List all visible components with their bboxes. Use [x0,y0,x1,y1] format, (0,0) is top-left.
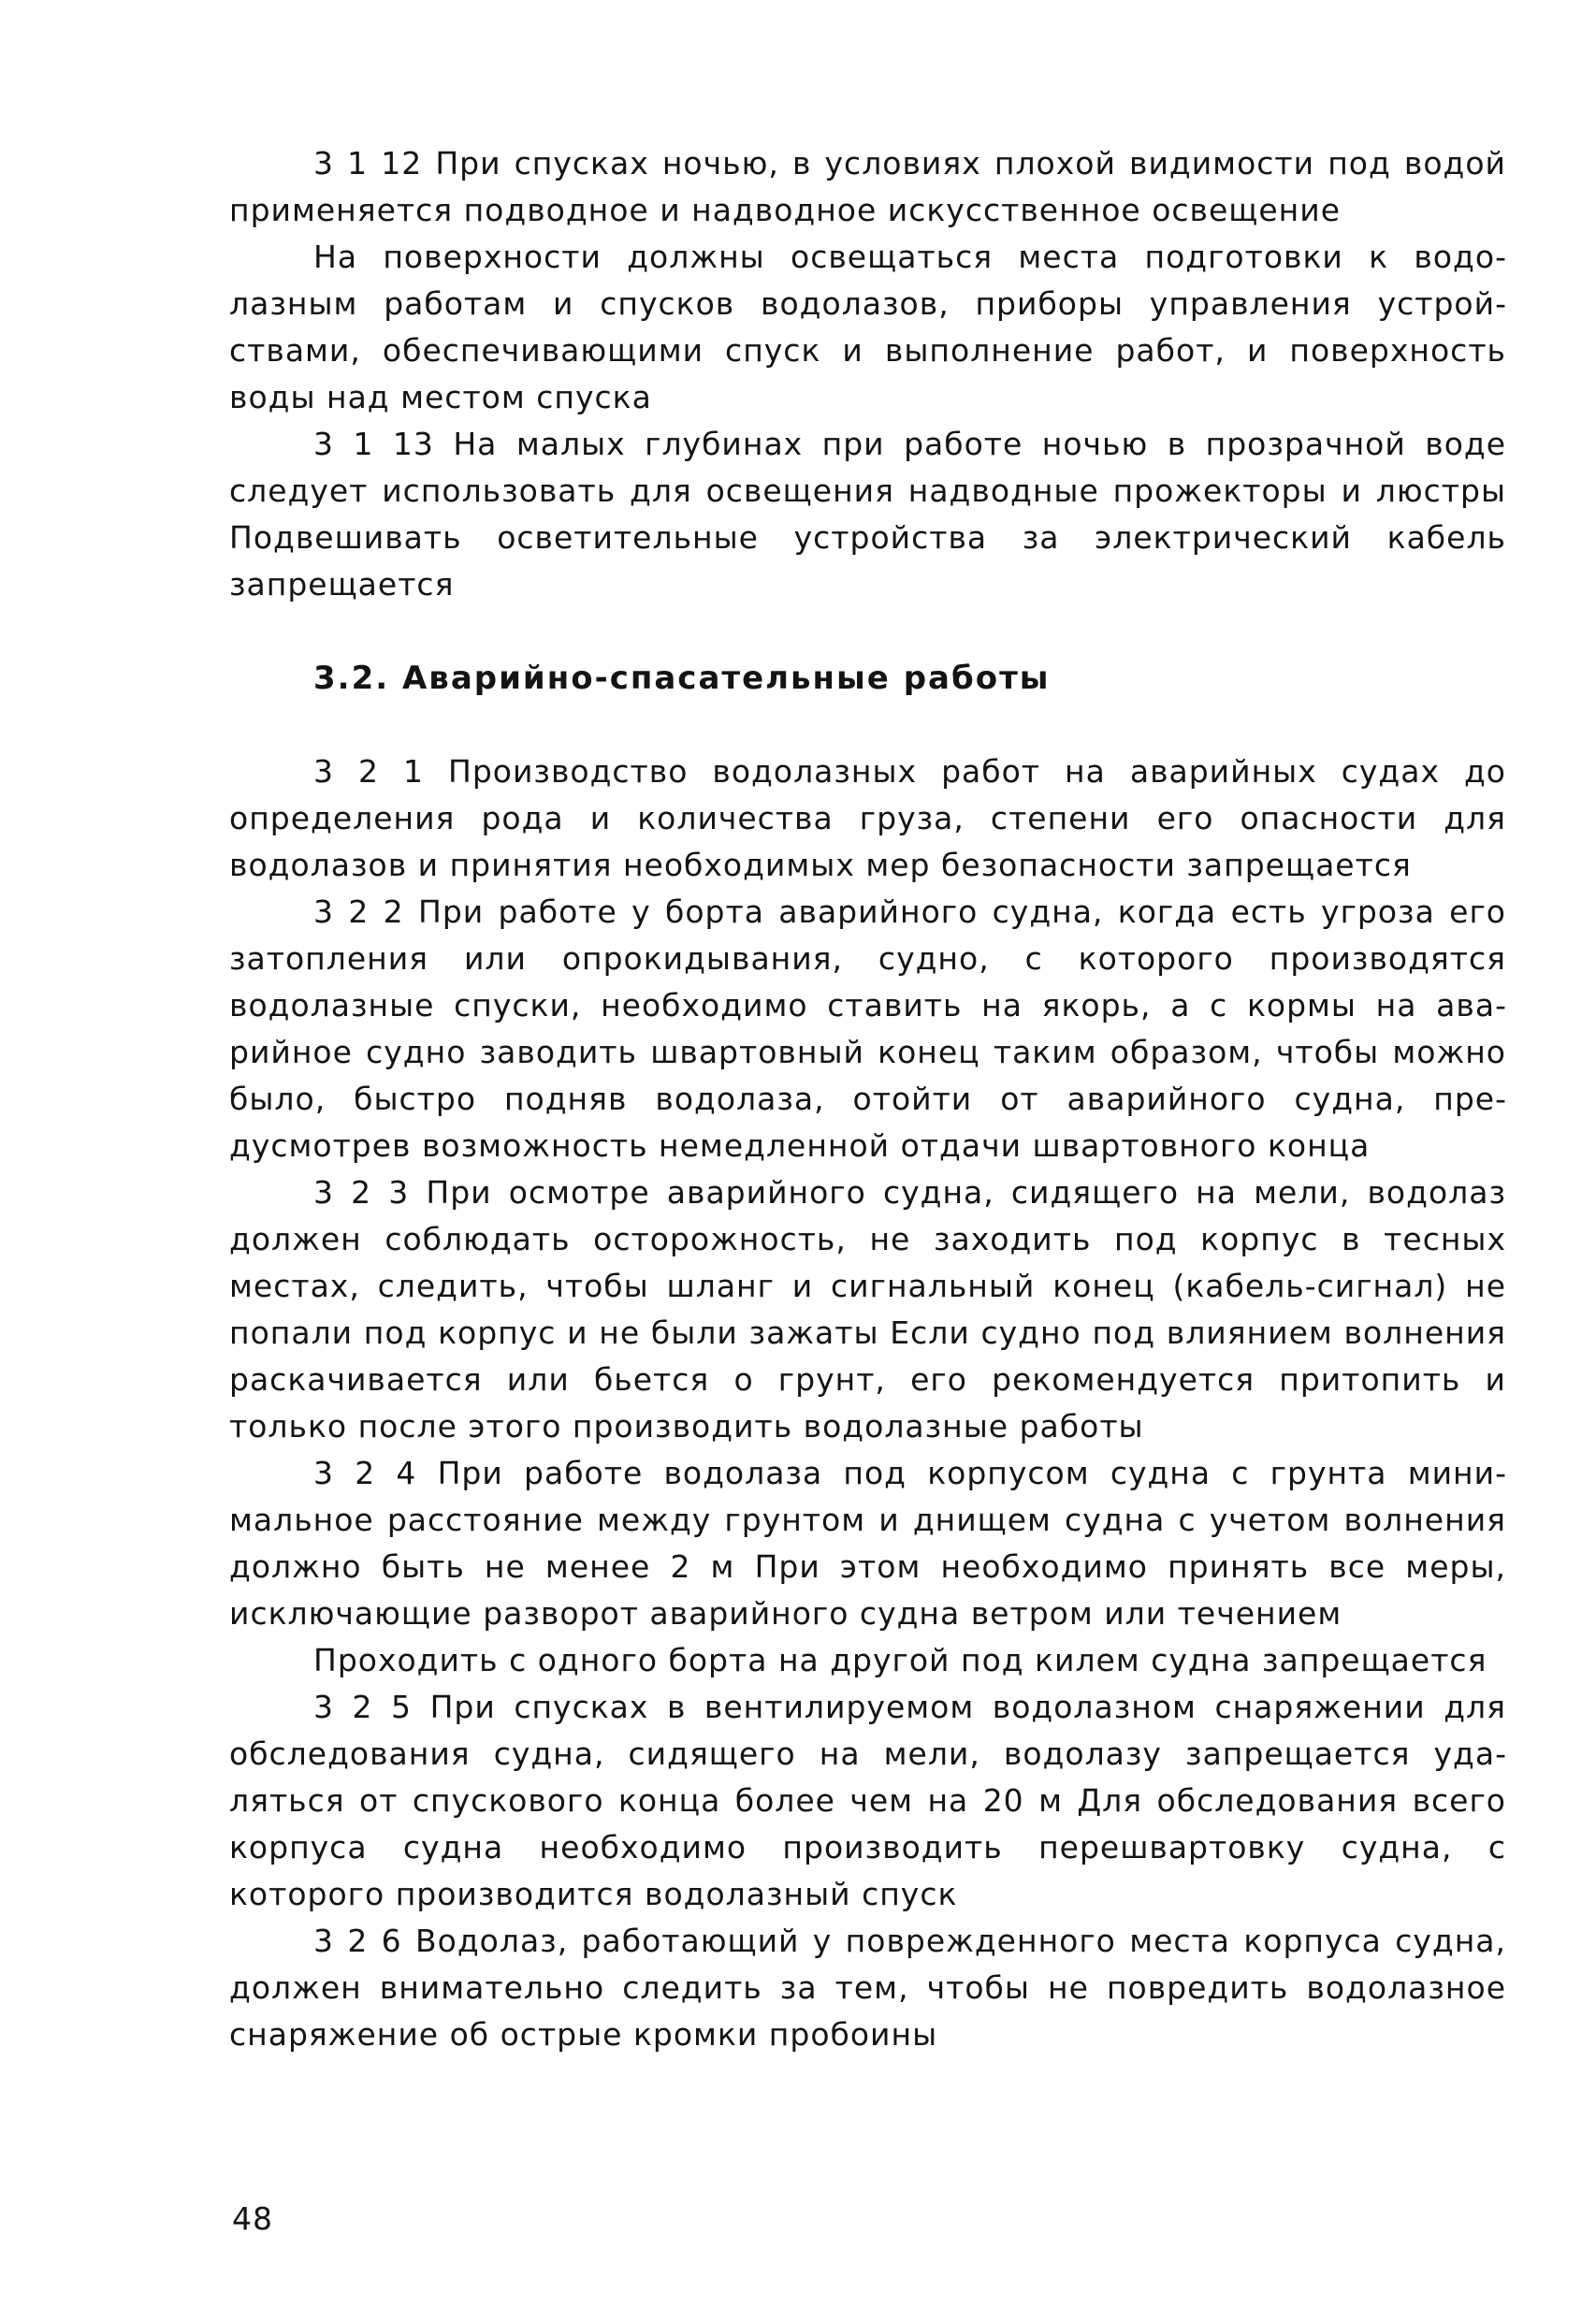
paragraph-3-2-5: 3 2 5 При спусках в вентилируемом водолазном снаряжении для обследования судна, сидящего на мели, водолазу запрещается удаляться от спускового конца более чем на 20 м Для обследования всего корпуса судна необходимо производить перешвартовку судна, с которого производится водолазный спуск [229,1689,1506,1912]
paragraph-3-2-6: 3 2 6 Водолаз, работающий у поврежденного места корпуса судна, должен внимательно следить за тем, чтобы не повредить водолазное снаряжение об острые кромки пробоины [229,1923,1506,2053]
paragraph-3-2-2: 3 2 2 При работе у борта аварийного судна, когда есть угроза его затопления или опрокидывания, судно, с которого производятся водолазные спуски, необходимо ставить на якорь, а с кормы на аварийное судно заводить швартовный конец таким образом, чтобы можно было, быстро подняв водолаза, отойти от аварийного судна, предусмотрев возможность немедленной отдачи швартовного конца [229,893,1506,1164]
section-heading: 3.2. Аварийно-спасательные работы [313,660,1051,697]
page-number: 48 [232,2200,273,2237]
text-body [229,140,1506,2058]
paragraph-3-2-1: 3 2 1 Производство водолазных работ на аварийных судах до определения рода и количества груза, степени его опасности для водолазов и принятия необходимых мер безопасности запрещается [229,753,1506,883]
paragraph-keel-crossing: Проходить с одного борта на другой под килем судна запрещается [313,1642,1487,1678]
paragraph-3-1-13: 3 1 13 На малых глубинах при работе ночью в прозрачной воде следует использовать для освещения надводные прожекторы и люстры Подвешивать осветительные устройства за электрический кабель запрещается [229,426,1506,603]
paragraph-3-2-4: 3 2 4 При работе водолаза под корпусом судна с грунта минимальное расстояние между грунтом и днищем судна с учетом волнения должно быть не менее 2 м При этом необходимо принять все меры, исключающие разворот аварийного судна ветром или течением [229,1455,1506,1632]
paragraph-3-1-12: 3 1 12 При спусках ночью, в условиях плохой видимости под водой применяется подводное и надводное искусственное освещение [229,145,1506,228]
paragraph-surface-lighting: На поверхности должны освещаться места подготовки к водолазным работам и спусков водолазов, приборы управления устройствами, обеспечивающими спуск и выполнение работ, и поверхность воды над местом спуска [229,239,1506,415]
paragraph-3-2-3: 3 2 3 При осмотре аварийного судна, сидящего на мели, водолаз должен соблюдать осторожность, не заходить под корпус в тесных местах, следить, чтобы шланг и сигнальный конец (кабель-сигнал) не попали под корпус и не были зажаты Если судно под влиянием волнения раскачивается или бьется о грунт, его рекомендуется притопить и только после этого производить водолазные работы [229,1174,1506,1445]
